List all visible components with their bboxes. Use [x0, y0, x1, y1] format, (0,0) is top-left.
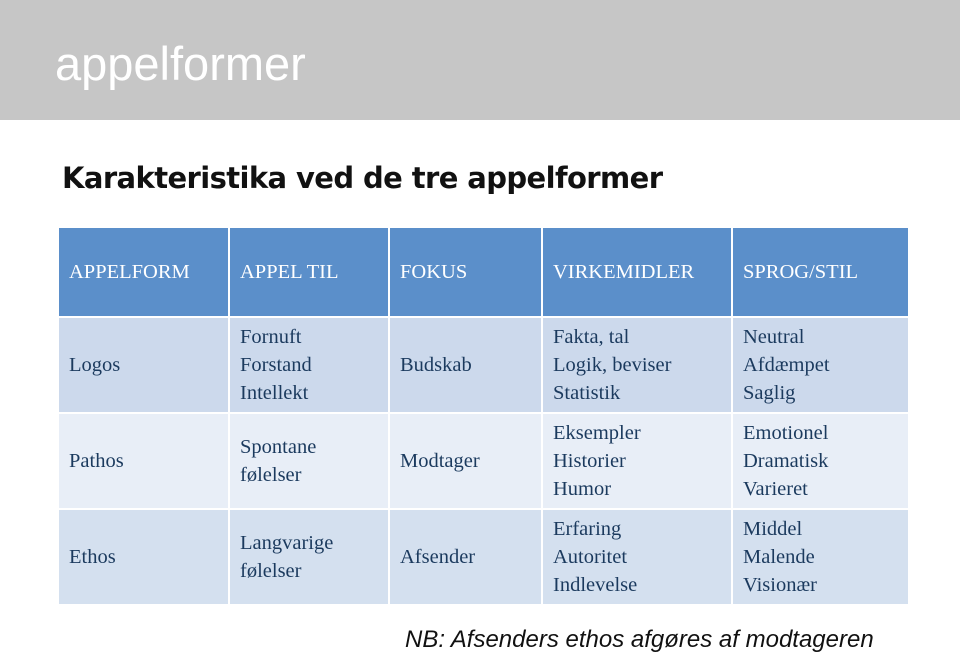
cell-appelform: Logos	[59, 318, 228, 412]
cell-line: Intellekt	[240, 382, 309, 404]
cell-line: Fakta, tal	[553, 326, 630, 348]
title-banner	[0, 0, 960, 120]
cell-line: Forstand	[240, 354, 312, 376]
cell-line: Neutral	[743, 326, 805, 348]
header-appel-til: APPEL TIL	[230, 228, 388, 316]
cell-line: Eksempler	[553, 422, 641, 444]
cell-appelform: Ethos	[59, 510, 228, 604]
cell-fokus: Modtager	[390, 414, 541, 508]
cell-appel-til	[230, 414, 388, 508]
table-row	[59, 318, 908, 412]
header-fokus: FOKUS	[390, 228, 541, 316]
header-appelform: APPELFORM	[59, 228, 228, 316]
table-row	[59, 510, 908, 604]
cell-line: Malende	[743, 546, 815, 568]
cell-line: Indlevelse	[553, 574, 638, 596]
cell-line: Saglig	[743, 382, 796, 404]
cell-sprog-stil	[733, 318, 908, 412]
cell-line: Fornuft	[240, 326, 302, 348]
cell-virkemidler	[543, 510, 731, 604]
cell-appel-til	[230, 318, 388, 412]
cell-line: Varieret	[743, 478, 808, 500]
cell-line: følelser	[240, 560, 302, 582]
header-virkemidler: VIRKEMIDLER	[543, 228, 731, 316]
table-row	[59, 414, 908, 508]
cell-line: Erfaring	[553, 518, 622, 540]
cell-appelform: Pathos	[59, 414, 228, 508]
cell-line: Dramatisk	[743, 450, 829, 472]
cell-line: Statistik	[553, 382, 621, 404]
table-header-row	[59, 228, 908, 316]
cell-virkemidler	[543, 318, 731, 412]
cell-line: Logik, beviser	[553, 354, 672, 376]
cell-line: Middel	[743, 518, 803, 540]
cell-line: Langvarige	[240, 532, 334, 554]
cell-line: Autoritet	[553, 546, 628, 568]
cell-sprog-stil	[733, 510, 908, 604]
cell-line: følelser	[240, 464, 302, 486]
cell-sprog-stil	[733, 414, 908, 508]
footnote: NB: Afsenders ethos afgøres af modtageren	[405, 626, 874, 653]
cell-fokus: Budskab	[390, 318, 541, 412]
cell-line: Historier	[553, 450, 626, 472]
cell-line: Emotionel	[743, 422, 829, 444]
cell-appel-til	[230, 510, 388, 604]
cell-virkemidler	[543, 414, 731, 508]
slide-title: appelformer	[55, 37, 306, 90]
header-sprog-stil: SPROG/STIL	[733, 228, 908, 316]
cell-line: Spontane	[240, 436, 317, 458]
cell-line: Afdæmpet	[743, 354, 830, 376]
cell-line: Humor	[553, 478, 612, 500]
cell-line: Visionær	[743, 574, 817, 596]
appeal-forms-table	[57, 226, 910, 606]
cell-fokus: Afsender	[390, 510, 541, 604]
slide-subtitle: Karakteristika ved de tre appelformer	[62, 161, 663, 195]
